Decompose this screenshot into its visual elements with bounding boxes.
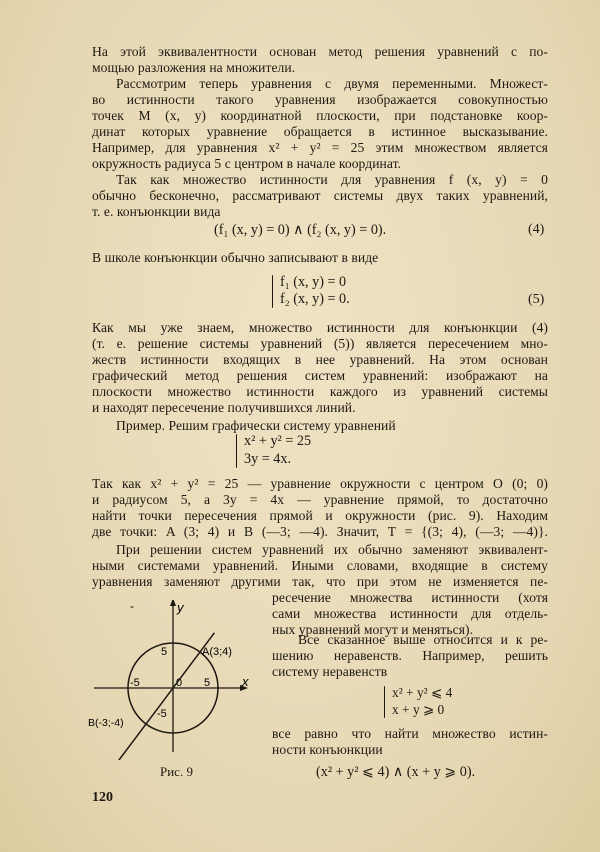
text-line: При решении систем уравнений их обычно заменяют эквивалент- bbox=[116, 542, 548, 557]
text-line: все равно что найти множество истин- bbox=[272, 726, 548, 741]
text-line: плоскости множество истинности каждого из уравнений системы bbox=[92, 384, 548, 399]
text-line: Например, для уравнения x² + y² = 25 этим множеством является bbox=[92, 140, 548, 155]
text-line: Как мы уже знаем, множество истинности для конъюнкции (4) bbox=[92, 320, 548, 335]
example-system-first: x² + y² = 25 bbox=[244, 433, 312, 449]
text-line: Так как x² + y² = 25 — уравнение окружности с центром O (0; 0) bbox=[92, 476, 548, 491]
text-line: точек M (x, y) координатной плоскости, при подстановке коор- bbox=[92, 108, 548, 123]
text-line: жеств истинности входящих в нее уравнений. На этом основан bbox=[92, 352, 548, 367]
equation-number-5: (5) bbox=[528, 292, 545, 307]
text-line: В школе конъюнкции обычно записывают в виде bbox=[92, 250, 379, 265]
point-a-label: A(3;4) bbox=[202, 646, 232, 658]
text-line: ности конъюнкции bbox=[272, 742, 383, 757]
text-line: обычно бесконечно, рассматривают системы двух таких уравнений, bbox=[92, 188, 548, 203]
origin-label: 0 bbox=[176, 677, 183, 689]
text-line: Все сказанное выше относится и к ре- bbox=[298, 632, 548, 647]
text-line: две точки: A (3; 4) и B (—3; —4). Значит, T = {(3; 4), (—3; —4)}. bbox=[92, 524, 548, 539]
figure-caption: Рис. 9 bbox=[160, 764, 193, 779]
axis-dash-mark: - bbox=[130, 600, 134, 613]
text-line: и радиусом 5, а 3y = 4x — уравнение прямой, то достаточно bbox=[92, 492, 548, 507]
text-line: сами множества истинности для отдель- bbox=[272, 606, 548, 621]
inequality-brace bbox=[384, 686, 385, 718]
example-system-second: 3y = 4x. bbox=[244, 451, 292, 467]
system-5-second: f₂ (x, y) = 0. bbox=[280, 291, 350, 307]
text-line: На этой эквивалентности основан метод решения уравнений с по- bbox=[92, 44, 548, 59]
final-conjunction: (x² + y² ⩽ 4) ∧ (x + y ⩾ 0). bbox=[316, 764, 476, 780]
text-line: Рассмотрим теперь уравнения с двумя переменными. Множест- bbox=[116, 76, 548, 91]
tick-label-x-neg: -5 bbox=[130, 677, 140, 689]
tick-label-x-pos: 5 bbox=[204, 677, 211, 689]
text-line: во истинности такого уравнения изображается совокупностью bbox=[92, 92, 548, 107]
x-axis-label: x bbox=[242, 674, 249, 689]
text-line: ных уравнений могут и меняться). bbox=[272, 622, 474, 637]
text-line: (т. е. решение системы уравнений (5)) является пересечением мно- bbox=[92, 336, 548, 351]
inequality-first: x² + y² ⩽ 4 bbox=[392, 685, 453, 700]
text-line: шению неравенств. Например, решить bbox=[272, 648, 548, 663]
text-line: Пример. Решим графически систему уравнений bbox=[116, 418, 396, 433]
system-brace bbox=[236, 434, 237, 468]
text-line: найти точки пересечения прямой и окружности (рис. 9). Находим bbox=[92, 508, 548, 523]
text-line: динат которых уравнение обращается в истинное высказывание. bbox=[92, 124, 548, 139]
text-line: Так как множество истинности для уравнения f (x, y) = 0 bbox=[116, 172, 548, 187]
text-line: систему неравенств bbox=[272, 664, 388, 679]
text-line: графический метод решения систем уравнений: изображают на bbox=[92, 368, 548, 383]
text-line: мощью разложения на множители. bbox=[92, 60, 296, 75]
text-line: ными системами уравнений. Иными словами, входящие в систему bbox=[92, 558, 548, 573]
text-line: т. е. конъюнкции вида bbox=[92, 204, 221, 219]
figure-9 bbox=[86, 600, 272, 760]
tick-label-y-neg: -5 bbox=[157, 708, 167, 720]
inequality-second: x + y ⩾ 0 bbox=[392, 702, 445, 717]
y-axis-label: y bbox=[177, 600, 184, 615]
system-5-first: f₁ (x, y) = 0 bbox=[280, 274, 347, 290]
text-line: ресечение множества истинности (хотя bbox=[272, 590, 548, 605]
system-brace bbox=[272, 275, 273, 308]
equation-4: (f₁ (x, y) = 0) ∧ (f₂ (x, y) = 0). bbox=[214, 222, 387, 238]
point-b-label: B(-3;-4) bbox=[88, 717, 124, 729]
equation-number-4: (4) bbox=[528, 222, 545, 237]
tick-label-y-pos: 5 bbox=[161, 646, 168, 658]
y-axis-arrow bbox=[170, 600, 176, 606]
text-line: окружность радиуса 5 с центром в начале координат. bbox=[92, 156, 401, 171]
text-line: уравнения заменяют другими так, что при этом не изменяется пе- bbox=[92, 574, 548, 589]
page-number: 120 bbox=[92, 790, 113, 805]
text-line: и находят пересечение получившихся линий. bbox=[92, 400, 356, 415]
